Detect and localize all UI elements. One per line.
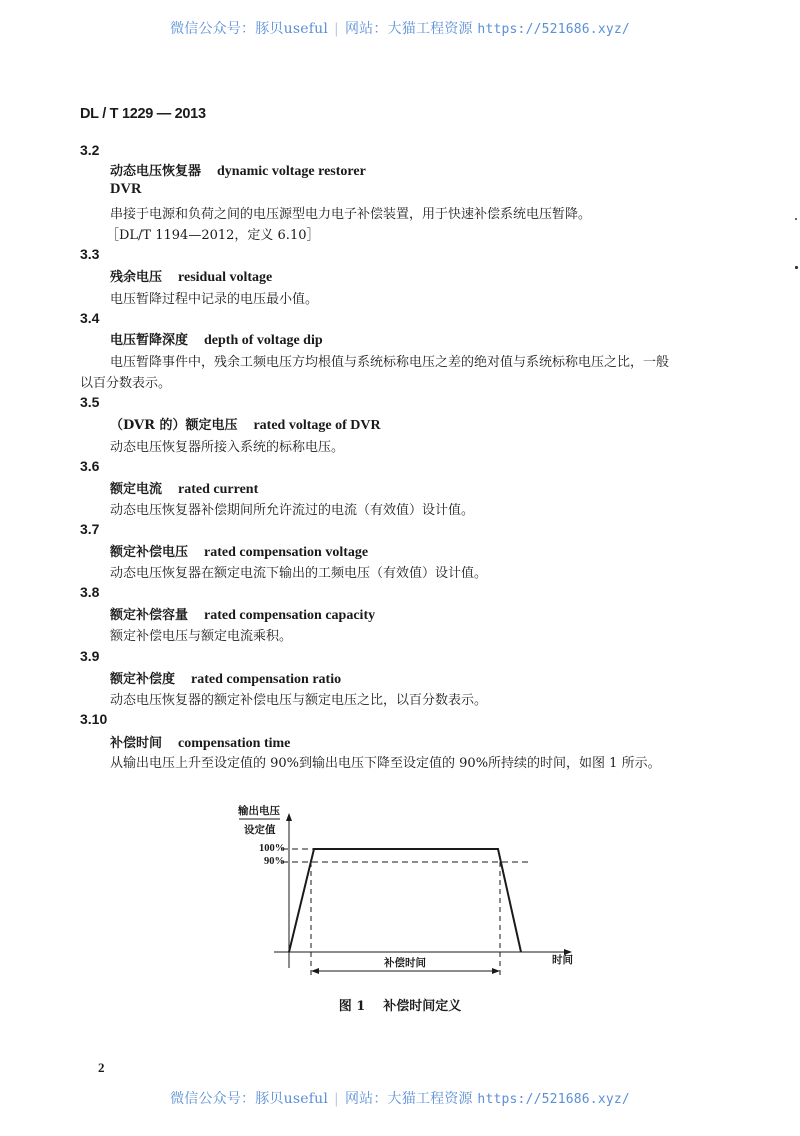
clause-number: 3.4 bbox=[80, 310, 100, 326]
figure-caption-title: 补偿时间定义 bbox=[383, 999, 462, 1014]
term-zh: 残余电压 bbox=[110, 270, 163, 285]
clause-number: 3.2 bbox=[80, 142, 100, 158]
term-en: depth of voltage dip bbox=[204, 333, 323, 348]
term-heading bbox=[110, 160, 366, 180]
standard-code: DL / T 1229 — 2013 bbox=[80, 106, 206, 122]
term-definition-continued: 以百分数表示。 bbox=[80, 376, 172, 391]
clause-number: 3.8 bbox=[80, 584, 100, 600]
term-definition: 动态电压恢复器补偿期间所允许流过的电流（有效值）设计值。 bbox=[110, 503, 475, 518]
watermark-wechat: 微信公众号：豚贝useful bbox=[170, 21, 329, 37]
x-axis-label: 时间 bbox=[552, 954, 573, 966]
term-definition: 串接于电源和负荷之间的电压源型电力电子补偿装置，用于快速补偿系统电压暂降。 bbox=[110, 207, 592, 222]
term-zh: 电压暂降深度 bbox=[110, 333, 189, 348]
term-heading bbox=[110, 414, 381, 434]
term-zh: 补偿时间 bbox=[110, 736, 163, 751]
term-definition: 动态电压恢复器在额定电流下输出的工频电压（有效值）设计值。 bbox=[110, 566, 488, 581]
term-en: rated compensation voltage bbox=[204, 545, 369, 560]
clause-number: 3.5 bbox=[80, 394, 100, 410]
figure-caption-number: 图 1 bbox=[338, 999, 366, 1014]
term-heading bbox=[110, 266, 272, 286]
term-definition: 从输出电压上升至设定值的 90%到输出电压下降至设定值的 90%所持续的时间，如图 1 所示。 bbox=[110, 756, 661, 771]
term-zh: 额定补偿电压 bbox=[110, 545, 189, 560]
term-en: rated voltage of DVR bbox=[253, 418, 381, 433]
term-zh: 额定补偿度 bbox=[110, 672, 176, 687]
watermark-bottom bbox=[0, 1088, 800, 1108]
clause-number: 3.6 bbox=[80, 458, 100, 474]
term-en: rated compensation ratio bbox=[191, 672, 342, 687]
clause-number: 3.10 bbox=[80, 711, 108, 727]
figure-caption bbox=[0, 995, 800, 1014]
y-axis-label-numerator: 输出电压 bbox=[238, 805, 280, 817]
watermark-top bbox=[0, 18, 800, 38]
y-axis-label-denominator: 设定值 bbox=[244, 824, 276, 836]
page-number: 2 bbox=[98, 1060, 105, 1075]
term-zh: 额定补偿容量 bbox=[110, 608, 189, 623]
term-zh: 动态电压恢复器 bbox=[110, 164, 202, 179]
term-heading bbox=[110, 541, 368, 561]
y-tick-100: 100% bbox=[259, 843, 286, 854]
watermark-site: 网站：大猫工程资源 bbox=[344, 1091, 473, 1107]
term-en: rated compensation capacity bbox=[204, 608, 376, 623]
term-zh: （DVR 的）额定电压 bbox=[110, 418, 238, 433]
term-en: rated current bbox=[178, 482, 259, 497]
term-definition: 电压暂降过程中记录的电压最小值。 bbox=[110, 292, 319, 307]
clause-number: 3.3 bbox=[80, 246, 100, 262]
term-en: dynamic voltage restorer bbox=[217, 164, 366, 179]
term-definition: 额定补偿电压与额定电流乘积。 bbox=[110, 629, 293, 644]
term-en: residual voltage bbox=[178, 270, 273, 285]
scan-speck bbox=[795, 266, 798, 269]
term-heading bbox=[110, 329, 323, 349]
clause-number: 3.7 bbox=[80, 521, 100, 537]
term-heading bbox=[110, 604, 375, 624]
voltage-waveform bbox=[289, 849, 521, 952]
term-definition: 电压暂降事件中，残余工频电压方均根值与系统标称电压之差的绝对值与系统标称电压之比，一般 bbox=[110, 355, 670, 370]
term-heading bbox=[110, 732, 290, 752]
term-en: compensation time bbox=[178, 736, 291, 751]
scan-speck bbox=[795, 218, 797, 220]
y-tick-90: 90% bbox=[264, 856, 285, 867]
term-definition: 动态电压恢复器所接入系统的标称电压。 bbox=[110, 440, 345, 455]
watermark-url[interactable]: https://521686.xyz/ bbox=[477, 22, 630, 37]
watermark-url[interactable]: https://521686.xyz/ bbox=[477, 1092, 630, 1107]
watermark-site: 网站：大猫工程资源 bbox=[344, 21, 473, 37]
term-heading bbox=[110, 668, 341, 688]
term-heading bbox=[110, 478, 258, 498]
span-label: 补偿时间 bbox=[384, 957, 426, 969]
watermark-wechat: 微信公众号：豚贝useful bbox=[170, 1091, 329, 1107]
term-abbreviation: DVR bbox=[110, 181, 142, 197]
clause-number: 3.9 bbox=[80, 648, 100, 664]
term-reference: ［DL/T 1194—2012，定义 6.10］ bbox=[106, 228, 320, 243]
watermark-separator: | bbox=[334, 21, 339, 37]
watermark-separator: | bbox=[334, 1091, 339, 1107]
term-zh: 额定电流 bbox=[110, 482, 163, 497]
term-definition: 动态电压恢复器的额定补偿电压与额定电压之比，以百分数表示。 bbox=[110, 693, 488, 708]
